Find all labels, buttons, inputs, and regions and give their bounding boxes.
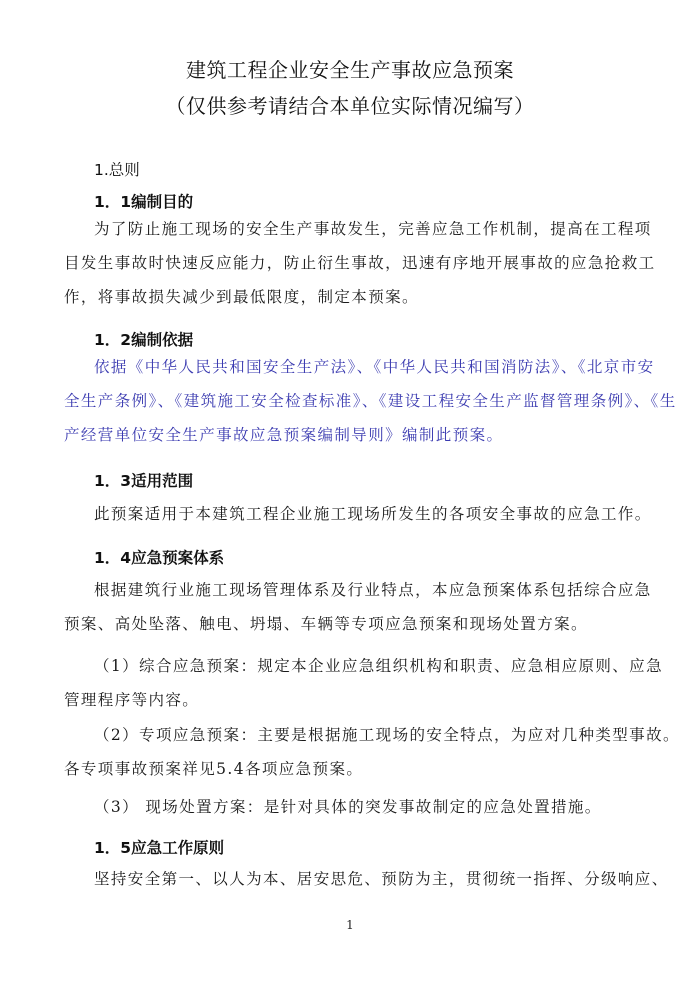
paragraph-line: 依据《中华人民共和国安全生产法》、《中华人民共和国消防法》、《北京市安 xyxy=(94,358,655,376)
document-subtitle: （仅供参考请结合本单位实际情况编写） xyxy=(165,94,535,118)
section-heading-purpose: 1．1编制目的 xyxy=(94,193,194,211)
paragraph-line: （2）专项应急预案：主要是根据施工现场的安全特点，为应对几种类型事故。 xyxy=(94,726,680,744)
paragraph-line: 预案、高处坠落、触电、坍塌、车辆等专项应急预案和现场处置方案。 xyxy=(64,615,588,633)
section-heading-general: 1.总则 xyxy=(94,161,140,179)
paragraph-line: （1）综合应急预案：规定本企业应急组织机构和职责、应急相应原则、应急 xyxy=(94,657,663,675)
paragraph-line: 为了防止施工现场的安全生产事故发生，完善应急工作机制，提高在工程项 xyxy=(94,220,652,238)
paragraph-line: （3） 现场处置方案：是针对具体的突发事故制定的应急处置措施。 xyxy=(94,798,602,816)
paragraph-purpose xyxy=(64,212,656,314)
list-item-onsite-plan xyxy=(64,790,640,824)
paragraph-line: 各专项事故预案祥见5.4各项应急预案。 xyxy=(64,760,364,778)
paragraph-basis xyxy=(64,350,677,452)
paragraph-principles xyxy=(64,862,669,896)
list-item-comprehensive-plan xyxy=(64,649,663,717)
document-title: 建筑工程企业安全生产事故应急预案 xyxy=(186,58,514,82)
paragraph-line: 全生产条例》、《建筑施工安全检查标准》、《建设工程安全生产监督管理条例》、《生 xyxy=(64,392,677,410)
paragraph-line: 产经营单位安全生产事故应急预案编制导则》编制此预案。 xyxy=(64,426,504,444)
list-item-special-plan xyxy=(64,718,680,786)
section-heading-scope: 1．3适用范围 xyxy=(94,472,194,490)
paragraph-line: 此预案适用于本建筑工程企业施工现场所发生的各项安全事故的应急工作。 xyxy=(94,505,652,523)
page-number: 1 xyxy=(346,918,354,932)
paragraph-line: 坚持安全第一、以人为本、居安思危、预防为主，贯彻统一指挥、分级响应、 xyxy=(94,870,669,888)
section-heading-plan-system: 1．4应急预案体系 xyxy=(94,549,225,567)
section-heading-principles: 1．5应急工作原则 xyxy=(94,839,225,857)
section-heading-basis: 1．2编制依据 xyxy=(94,331,194,349)
paragraph-line: 管理程序等内容。 xyxy=(64,691,200,709)
paragraph-line: 根据建筑行业施工现场管理体系及行业特点，本应急预案体系包括综合应急 xyxy=(94,581,652,599)
paragraph-line: 目发生事故时快速反应能力，防止衍生事故，迅速有序地开展事故的应急抢救工 xyxy=(64,254,656,272)
paragraph-line: 作，将事故损失减少到最低限度，制定本预案。 xyxy=(64,288,419,306)
paragraph-scope xyxy=(64,497,652,531)
paragraph-plan-system xyxy=(64,573,652,641)
